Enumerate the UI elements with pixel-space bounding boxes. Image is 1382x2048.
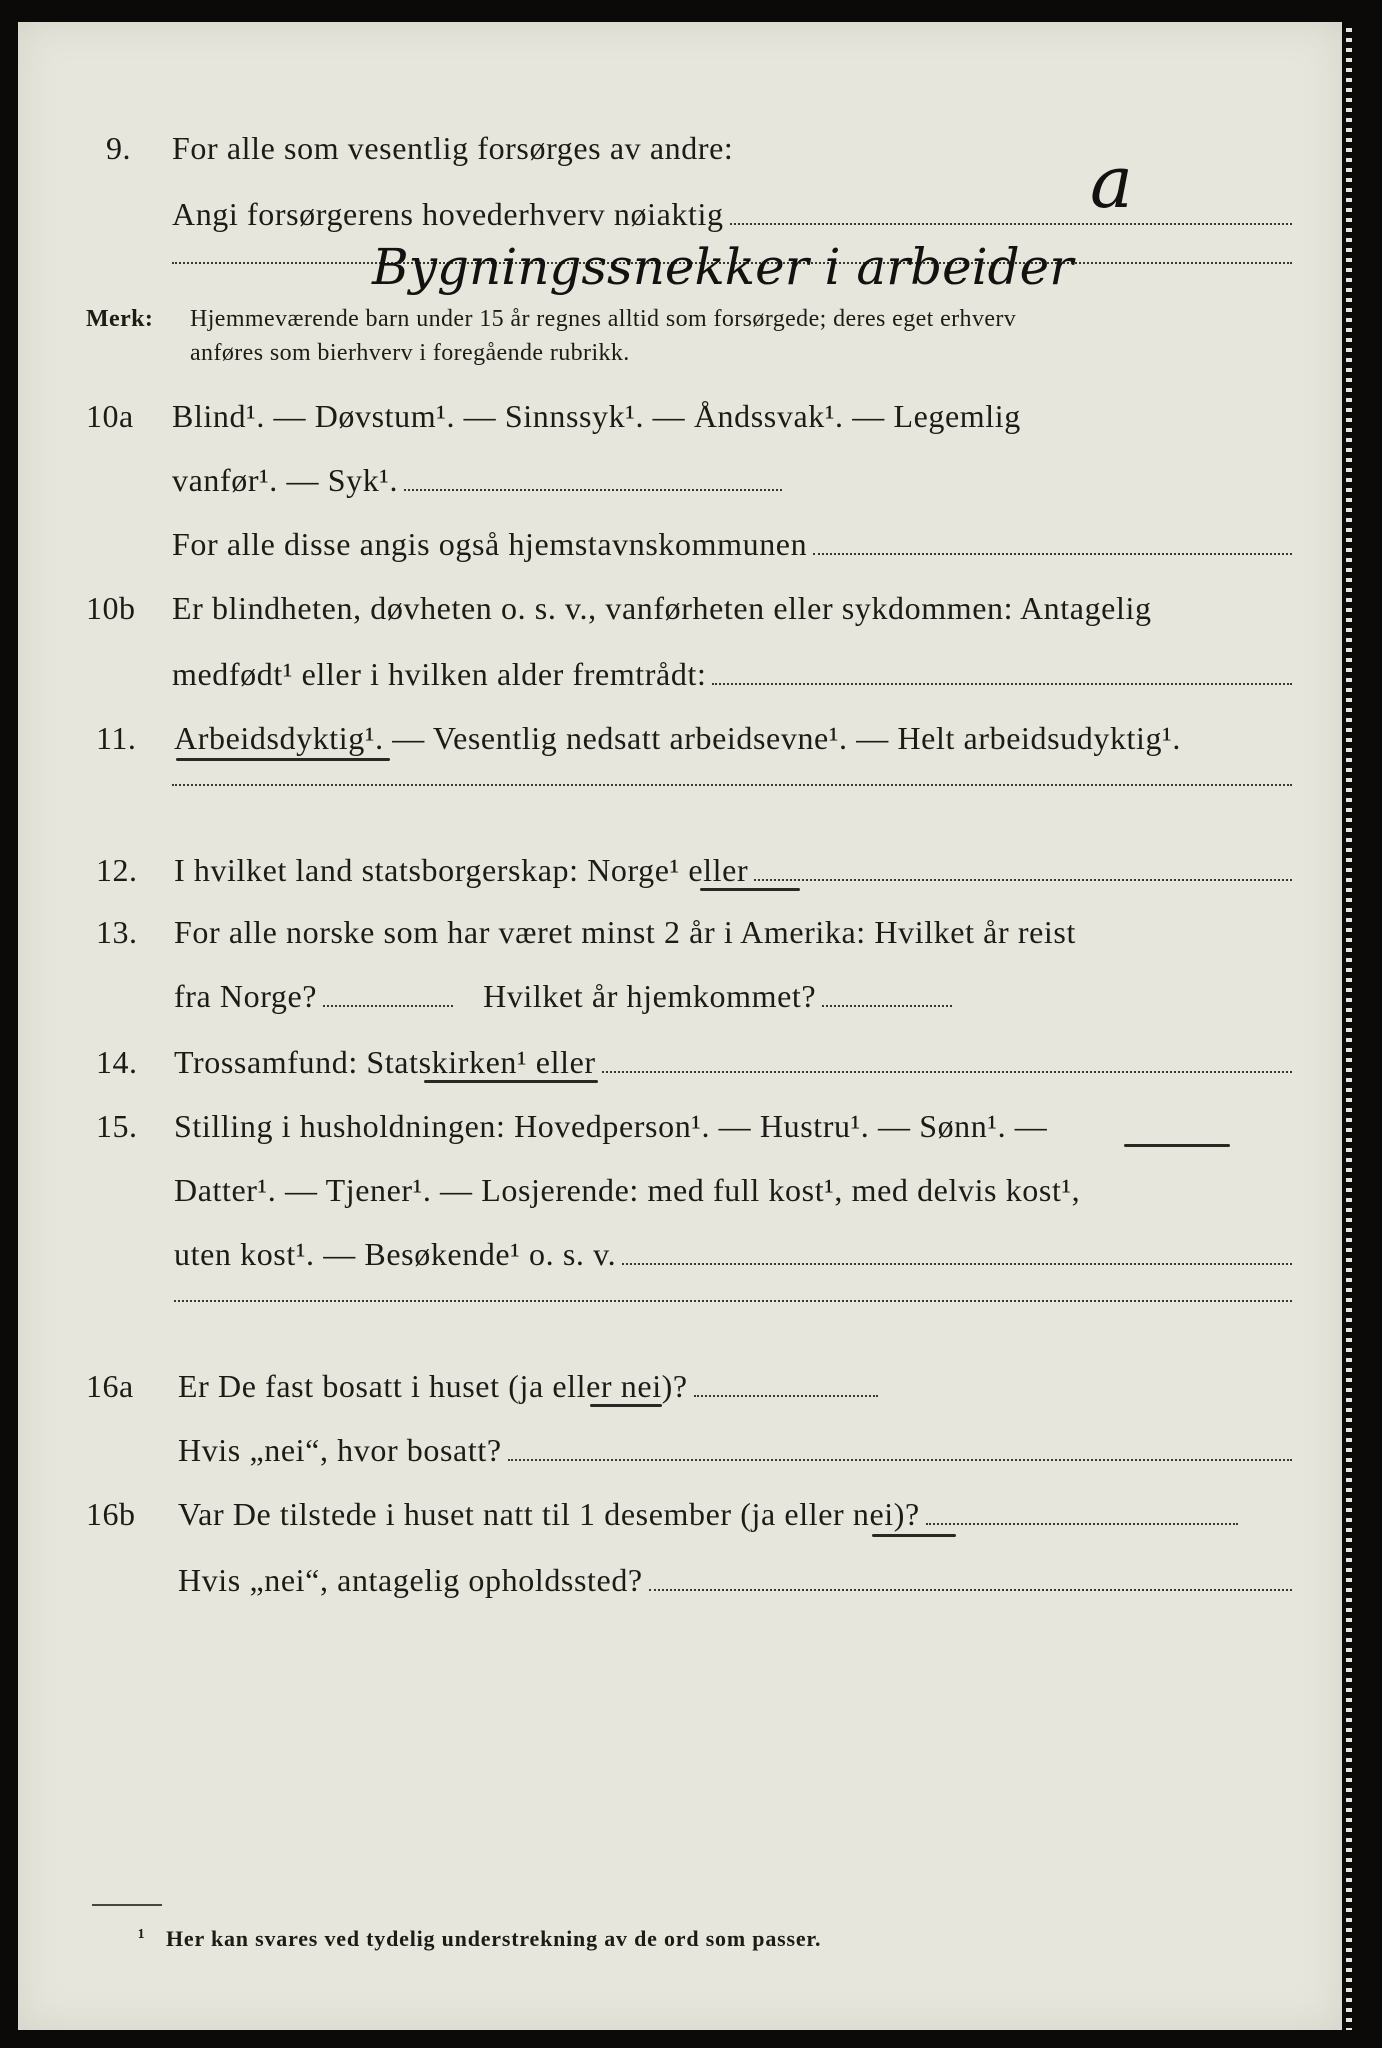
q15-underline-mark	[1124, 1144, 1230, 1147]
q9-number: 9.	[106, 130, 131, 166]
q16a-number: 16a	[86, 1368, 134, 1404]
q16a-line2	[178, 1432, 1292, 1469]
q16a-underline-mark	[590, 1404, 662, 1407]
merk-line1	[190, 306, 1016, 333]
q15-text3: uten kost¹. — Besøkende¹ o. s. v.	[174, 1236, 617, 1272]
q12-line1	[174, 852, 1292, 889]
q13-line1	[174, 914, 1076, 951]
q10a-line2	[172, 462, 782, 499]
q10b-text1: Er blindheten, døvheten o. s. v., vanførheten eller sykdommen: Antagelig	[172, 590, 1152, 626]
q13-number: 13.	[96, 914, 138, 950]
q16a-text2: Hvis „nei“, hvor bosatt?	[178, 1432, 502, 1468]
q10a-text3: For alle disse angis også hjemstavnskommunen	[172, 526, 808, 562]
q16b-number: 16b	[86, 1496, 136, 1532]
q9-handwritten-answer: Bygningssnekker i arbeider	[372, 238, 1074, 296]
q15-text2: Datter¹. — Tjener¹. — Losjerende: med full kost¹, med delvis kost¹,	[174, 1172, 1081, 1208]
q10b-fill-line[interactable]	[712, 683, 1292, 685]
q11-underline-mark	[176, 758, 390, 761]
q14-fill-line[interactable]	[602, 1071, 1292, 1073]
q9-prompt: Angi forsørgerens hovederhverv nøiaktig	[172, 196, 724, 232]
q16a-line1	[178, 1368, 878, 1405]
q9-fill-line[interactable]	[730, 223, 1292, 225]
q10b-number: 10b	[86, 590, 136, 626]
q15-line1	[174, 1108, 1047, 1145]
q13-reist-fill-line[interactable]	[323, 1005, 453, 1007]
q10a-text2: vanfør¹. — Syk¹.	[172, 462, 399, 498]
q9-line1	[172, 130, 733, 167]
page-edge	[1346, 22, 1352, 2030]
q16b-text2: Hvis „nei“, antagelig opholdssted?	[178, 1562, 643, 1598]
q15-number: 15.	[96, 1108, 138, 1144]
q10a-hjemstavn-fill-line[interactable]	[813, 553, 1292, 555]
q13-text2b: Hvilket år hjemkommet?	[483, 978, 817, 1014]
q14-text: Trossamfund: Statskirken¹ eller	[174, 1044, 596, 1080]
q11-extra-line	[172, 784, 1292, 794]
q10a-line1	[172, 398, 1021, 435]
q12-text: I hvilket land statsborgerskap: Norge¹ eller	[174, 852, 749, 888]
q13-text1: For alle norske som har været minst 2 år i Amerika: Hvilket år reist	[174, 914, 1076, 950]
q14-number: 14.	[96, 1044, 138, 1080]
q9-text: For alle som vesentlig forsørges av andre:	[172, 130, 734, 166]
q12-underline-mark	[700, 888, 800, 891]
q13-text2a: fra Norge?	[174, 978, 318, 1014]
q16a-text1: Er De fast bosatt i huset (ja eller nei)?	[178, 1368, 688, 1404]
q15-extra-fill-line[interactable]	[174, 1300, 1292, 1302]
q11-line1	[174, 720, 1181, 757]
q12-fill-line[interactable]	[754, 879, 1292, 881]
footnote-text: Her kan svares ved tydelig understrekning av de ord som passer.	[166, 1926, 822, 1951]
q10b-line1	[172, 590, 1152, 627]
merk-line2	[190, 340, 630, 367]
footnote-mark: ¹	[138, 1924, 146, 1949]
q12-number: 12.	[96, 852, 138, 888]
q13-hjemkommet-fill-line[interactable]	[822, 1005, 952, 1007]
q10b-line2	[172, 656, 1292, 693]
merk-label: Merk:	[86, 306, 154, 332]
q16b-line2	[178, 1562, 1292, 1599]
q11-number: 11.	[96, 720, 137, 756]
q9-handwritten-a: a	[1090, 140, 1133, 224]
q15-text1: Stilling i husholdningen: Hovedperson¹. — Hustru¹. — Sønn¹. —	[174, 1108, 1048, 1144]
q15-fill-line[interactable]	[622, 1263, 1292, 1265]
merk-text2: anføres som bierhverv i foregående rubrikk.	[190, 340, 630, 366]
q11-text: Arbeidsdyktig¹. — Vesentlig nedsatt arbeidsevne¹. — Helt arbeidsudyktig¹.	[174, 720, 1181, 756]
q16b-text1: Var De tilstede i huset natt til 1 desember (ja eller nei)?	[178, 1496, 920, 1532]
q16b-opholdssted-fill-line[interactable]	[649, 1589, 1292, 1591]
q14-line1	[174, 1044, 1292, 1081]
q11-fill-line[interactable]	[172, 784, 1292, 786]
q16a-fill-line[interactable]	[694, 1395, 878, 1397]
q14-underline-mark	[424, 1080, 598, 1083]
footnote-rule	[92, 1904, 162, 1906]
merk-text1: Hjemmeværende barn under 15 år regnes alltid som forsørgede; deres eget erhverv	[190, 306, 1017, 332]
q16b-line1	[178, 1496, 1238, 1533]
q15-extra-line	[174, 1300, 1292, 1310]
q10a-text1: Blind¹. — Døvstum¹. — Sinnssyk¹. — Åndssvak¹. — Legemlig	[172, 398, 1021, 434]
q13-line2	[174, 978, 952, 1015]
q10a-line3	[172, 526, 1292, 563]
q16b-underline-mark	[872, 1534, 956, 1537]
q15-line2	[174, 1172, 1080, 1209]
q10a-number: 10a	[86, 398, 134, 434]
q15-line3	[174, 1236, 1292, 1273]
q10a-fill-line[interactable]	[404, 489, 782, 491]
q16b-fill-line[interactable]	[926, 1523, 1238, 1525]
q10b-text2: medfødt¹ eller i hvilken alder fremtrådt:	[172, 656, 707, 692]
q16a-bosatt-fill-line[interactable]	[508, 1459, 1292, 1461]
